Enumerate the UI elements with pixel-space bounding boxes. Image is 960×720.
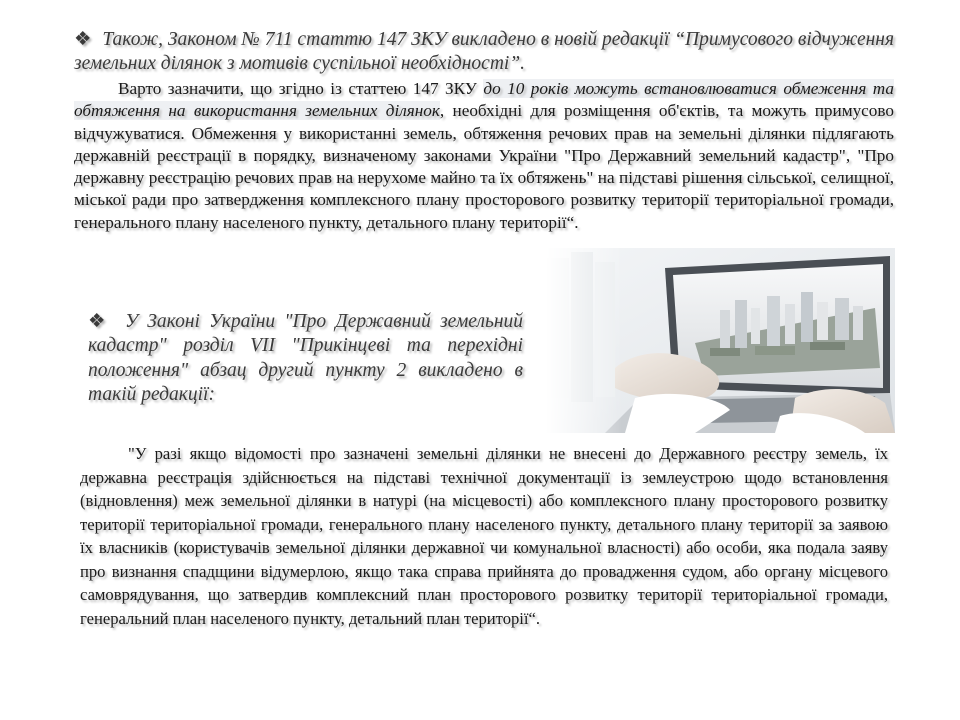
paragraph-1 [74,78,894,234]
section-2-heading-text: У Законі України "Про Державний земельний кадастр" розділ VII "Прикінцеві та перехідні положення" абзац другий пункту 2 викладено в такій редакції: [88,311,524,405]
paragraph-1-lead: Варто зазначити, що згідно із статтею 147 ЗКУ [118,79,484,98]
paragraph-1-highlight: до 10 років можуть встановлюватися обмеження та обтяження на використання земельних ділянок [74,79,894,121]
quoted-law-text: "У разі якщо відомості про зазначені земельні ділянки не внесені до Державного реєстру земель, їх державна реєстрація здійснюється на підставі технічної документації із землеустрою щодо встановлення (відновлення) меж земельної ділянки в натурі (на місцевості) або комплексного плану просторового розвитку території територіальної громади, генерального плану населеного пункту, детального плану території за заявою їх власників (користувачів земельної ділянки державної чи комунальної власності) або особи, яка подала заяву про визнання спадщини відумерлою, якщо така справа прийнята до провадження судом, або органу місцевого самоврядування, що затвердив комплексний план просторового розвитку території територіальної громади, генеральний план населеного пункту, детальний план території“. [80,444,888,628]
section-1-heading [74,28,894,76]
diamond-bullet-icon: ❖ [88,311,110,332]
paragraph-1-rest: , необхідні для розміщення об'єктів, та можуть примусово відчужуватися. Обмеження у використанні земель, обтяження речових прав на земельні ділянки підлягають державній реєстрації в порядку, визначеному законами України "Про Державний земельний кадастр", "Про державну реєстрацію речових прав на нерухоме майно та їх обтяжень" на підставі рішення сільської, селищної, міської ради про затвердження комплексного плану просторового розвитку території територіальної громади, генерального плану населеного пункту, детального плану території“. [74,101,894,232]
laptop-city-model-photo [545,248,895,433]
section-1-heading-text: Також, Законом № 711 статтю 147 ЗКУ викладено в новій редакції “Примусового відчуження земельних ділянок з мотивів суспільної необхідності”. [74,29,895,74]
diamond-bullet-icon: ❖ [74,29,92,50]
section-2-heading [88,310,523,407]
